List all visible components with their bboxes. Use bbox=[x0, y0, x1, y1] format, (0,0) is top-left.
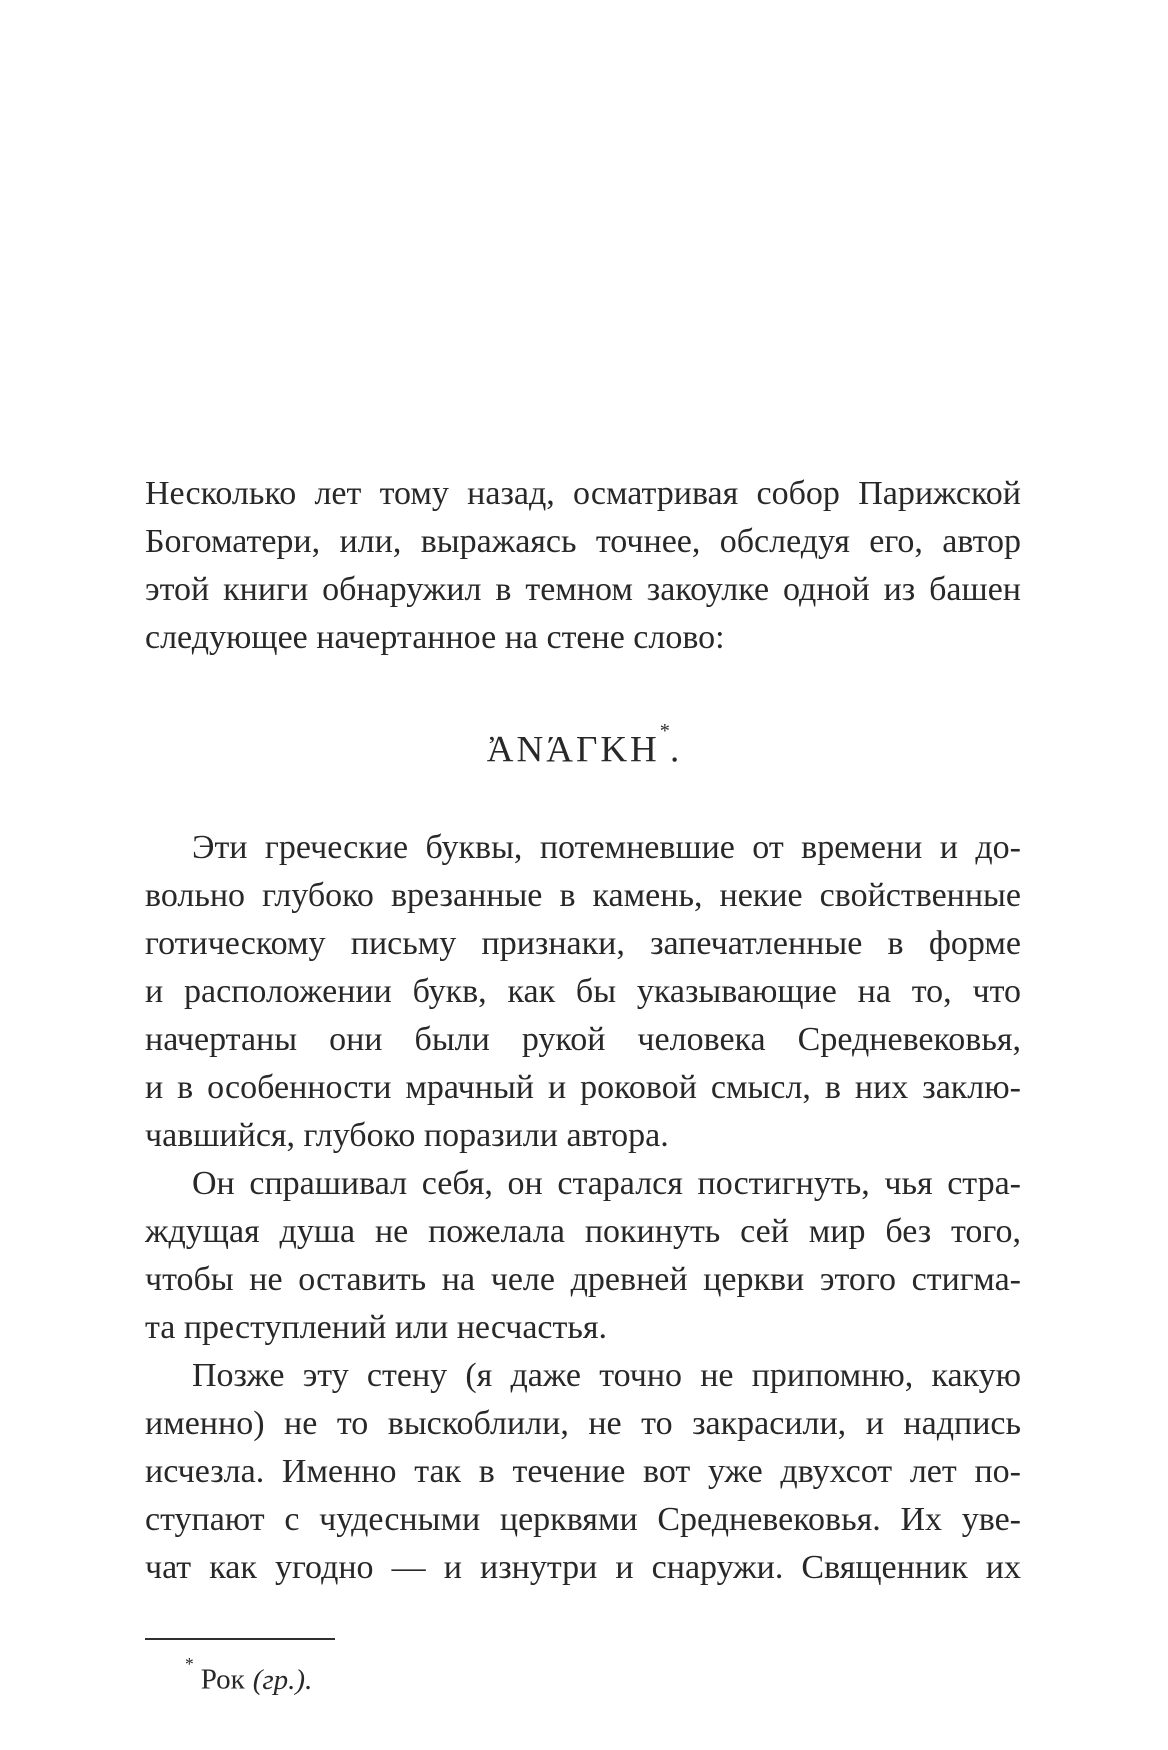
footnote bbox=[145, 1638, 1021, 1700]
inscription-greek-word: ἈΝΆΓΚΗ bbox=[486, 729, 660, 771]
text-line: Несколько лет тому назад, осматривая собор Парижской bbox=[145, 475, 1021, 512]
footnote-term: Рок bbox=[200, 1663, 245, 1696]
wall-inscription bbox=[145, 718, 1021, 774]
text-line: начертаны они были рукой человека Средневековья, bbox=[145, 1021, 1021, 1059]
text-line: вольно глубоко врезанные в камень, некие свойственные bbox=[145, 877, 1021, 915]
text-line: чавшийся, глубоко поразили автора. bbox=[145, 1117, 669, 1155]
text-line: чтобы не оставить на челе древней церкви этого стигма- bbox=[145, 1261, 1021, 1299]
text-line: Богоматери, или, выражаясь точнее, обследуя его, автор bbox=[145, 523, 1021, 560]
text-line: Позже эту стену (я даже точно не припомню, какую bbox=[192, 1357, 1021, 1395]
text-line: и расположении букв, как бы указывающие на то, что bbox=[145, 973, 1021, 1011]
footnote-divider-line bbox=[145, 1638, 335, 1640]
text-line: и в особенности мрачный и роковой смысл, в них заклю- bbox=[145, 1069, 1021, 1107]
paragraph-he-asked bbox=[145, 1160, 1021, 1352]
inscription-period: . bbox=[669, 729, 680, 771]
text-line: Эти греческие буквы, потемневшие от времени и до- bbox=[192, 829, 1021, 867]
text-line: исчезла. Именно так в течение вот уже двухсот лет по- bbox=[145, 1453, 1021, 1491]
text-line: ждущая душа не пожелала покинуть сей мир без того, bbox=[145, 1213, 1021, 1251]
text-line: чат как угодно — и изнутри и снаружи. Священник их bbox=[145, 1549, 1021, 1587]
text-line: та преступлений или несчастья. bbox=[145, 1309, 608, 1347]
footnote-text bbox=[145, 1652, 1021, 1700]
text-line: ступают с чудесными церквями Средневековья. Их уве- bbox=[145, 1501, 1021, 1539]
paragraph-later-wall bbox=[145, 1352, 1021, 1592]
text-line: именно) не то выскоблили, не то закрасили, и надпись bbox=[145, 1405, 1021, 1443]
text-line: готическому письму признаки, запечатленные в форме bbox=[145, 925, 1021, 963]
text-line: Он спрашивал себя, он старался постигнуть, чья стра- bbox=[192, 1165, 1021, 1203]
text-line: этой книги обнаружил в темном закоулке одной из башен bbox=[145, 571, 1021, 608]
text-line: следующее начертанное на стене слово: bbox=[145, 619, 725, 656]
inscription-footnote-marker: * bbox=[659, 719, 670, 742]
paragraph-greek-letters bbox=[145, 824, 1021, 1160]
page-text bbox=[145, 470, 1021, 1700]
paragraph-opening bbox=[145, 470, 1021, 662]
footnote-origin-language: (гр.). bbox=[252, 1663, 313, 1696]
footnote-marker: * bbox=[185, 1653, 194, 1674]
